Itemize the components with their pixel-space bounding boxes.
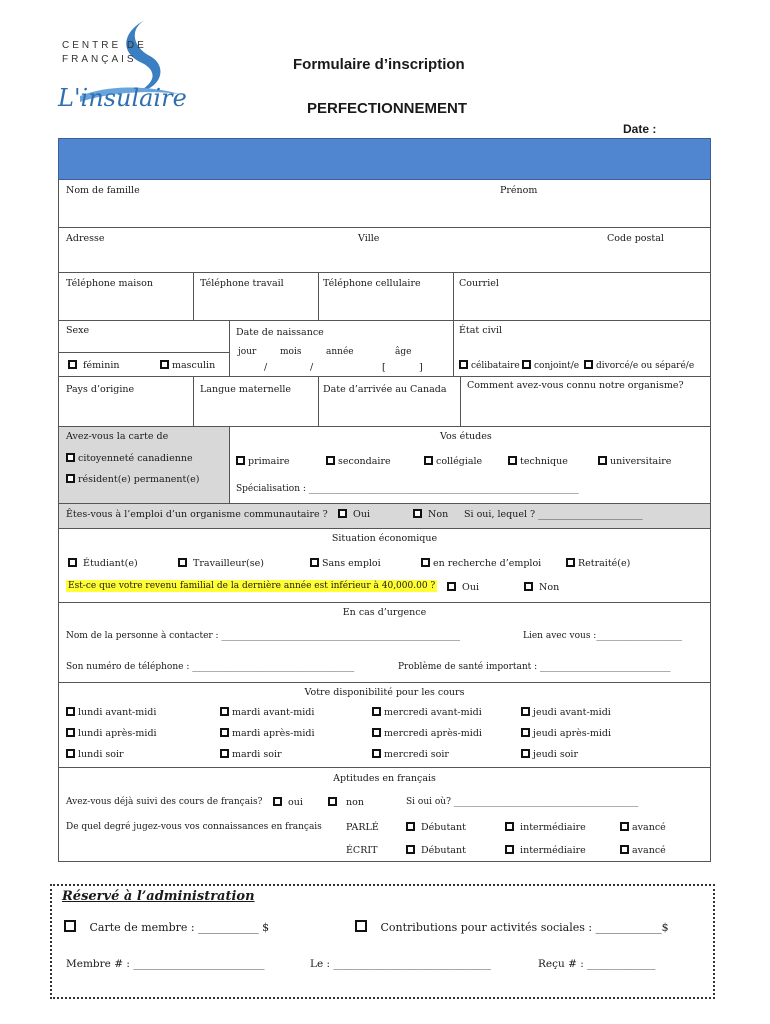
divider bbox=[318, 376, 319, 426]
label-suivi: Avez-vous déjà suivi des cours de français? bbox=[66, 797, 263, 807]
checkbox-icon[interactable] bbox=[338, 509, 347, 518]
disponibilite-label: jeudi après-midi bbox=[533, 728, 611, 739]
label-mois: mois bbox=[280, 347, 302, 357]
option-universitaire[interactable]: universitaire bbox=[598, 456, 671, 467]
divider bbox=[318, 272, 319, 320]
checkbox-icon[interactable] bbox=[273, 797, 282, 806]
label-date-naissance: Date de naissance bbox=[236, 327, 324, 338]
disponibilite-label: jeudi avant-midi bbox=[533, 707, 611, 718]
checkbox-icon[interactable] bbox=[620, 822, 629, 831]
checkbox-icon[interactable] bbox=[236, 456, 245, 465]
disponibilite-label: lundi soir bbox=[78, 749, 124, 760]
label-arrivee: Date d’arrivée au Canada bbox=[323, 384, 447, 395]
option-conjoint[interactable]: conjoint/e bbox=[522, 360, 579, 371]
field-si-oui[interactable]: Si oui où? _________________________________________ bbox=[406, 797, 639, 807]
option-revenu-non[interactable]: Non bbox=[524, 582, 559, 593]
option-disponibilite[interactable] bbox=[66, 728, 157, 739]
label-langue: Langue maternelle bbox=[200, 384, 292, 395]
checkbox-icon[interactable] bbox=[220, 707, 229, 716]
divider bbox=[460, 376, 461, 426]
label-tel-maison: Téléphone maison bbox=[66, 278, 153, 289]
sep1: / bbox=[264, 362, 268, 373]
option-disponibilite[interactable] bbox=[372, 749, 449, 760]
form-subtitle: PERFECTIONNEMENT bbox=[307, 100, 468, 117]
checkbox-icon[interactable] bbox=[310, 558, 319, 567]
label-code-postal: Code postal bbox=[607, 233, 664, 244]
checkbox-icon[interactable] bbox=[459, 360, 468, 369]
divider bbox=[58, 376, 711, 377]
divider bbox=[229, 320, 230, 376]
disponibilite-label: lundi après-midi bbox=[78, 728, 157, 739]
option-ecrit-debutant[interactable]: Débutant bbox=[406, 845, 466, 856]
disponibilite-label: mardi avant-midi bbox=[232, 707, 315, 718]
option-masculin[interactable]: masculin bbox=[160, 360, 215, 371]
label-courriel: Courriel bbox=[459, 278, 499, 289]
label-emploi: Êtes-vous à l’emploi d’un organisme communautaire ? bbox=[66, 509, 328, 520]
label-annee: année bbox=[326, 347, 354, 357]
label-sexe: Sexe bbox=[66, 325, 90, 336]
disponibilite-label: mardi soir bbox=[232, 749, 282, 760]
divider bbox=[58, 767, 711, 768]
disponibilite-label: jeudi soir bbox=[533, 749, 578, 760]
option-collegiale[interactable]: collégiale bbox=[424, 456, 482, 467]
checkbox-icon[interactable] bbox=[521, 749, 530, 758]
checkbox-icon[interactable] bbox=[421, 558, 430, 567]
label-parle: PARLÉ bbox=[346, 822, 379, 833]
option-resident[interactable]: résident(e) permanent(e) bbox=[66, 474, 199, 485]
checkbox-icon[interactable] bbox=[521, 728, 530, 737]
option-citoyennete[interactable]: citoyenneté canadienne bbox=[66, 453, 193, 464]
checkbox-icon[interactable] bbox=[220, 749, 229, 758]
field-contact[interactable]: Nom de la personne à contacter : _____________________________________________________ bbox=[66, 631, 460, 641]
disponibilite-label: mercredi avant-midi bbox=[384, 707, 482, 718]
option-recherche[interactable]: en recherche d’emploi bbox=[421, 558, 541, 569]
disponibilite-label: lundi avant-midi bbox=[78, 707, 157, 718]
checkbox-icon[interactable] bbox=[566, 558, 575, 567]
field-recu[interactable]: Reçu # : _____________ bbox=[538, 958, 656, 970]
checkbox-icon[interactable] bbox=[413, 509, 422, 518]
label-age: âge bbox=[395, 347, 412, 357]
field-lequel[interactable]: Si oui, lequel ? ______________________ bbox=[464, 509, 643, 520]
option-parle-intermediaire[interactable]: intermédiaire bbox=[505, 822, 586, 833]
label-pays: Pays d’origine bbox=[66, 384, 135, 395]
label-nom: Nom de famille bbox=[66, 185, 140, 196]
option-disponibilite[interactable] bbox=[372, 728, 482, 739]
divider bbox=[58, 602, 711, 603]
checkbox-icon[interactable] bbox=[66, 453, 75, 462]
checkbox-icon[interactable] bbox=[160, 360, 169, 369]
divider bbox=[453, 272, 454, 320]
section-disponibilite: Votre disponibilité pour les cours bbox=[304, 687, 465, 698]
checkbox-icon[interactable] bbox=[406, 845, 415, 854]
label-ville: Ville bbox=[358, 233, 380, 244]
divider bbox=[58, 352, 229, 353]
label-connu: Comment avez-vous connu notre organisme? bbox=[467, 380, 684, 391]
divider bbox=[193, 272, 194, 320]
option-disponibilite[interactable] bbox=[220, 749, 282, 760]
checkbox-icon[interactable] bbox=[620, 845, 629, 854]
divider bbox=[58, 272, 711, 273]
option-disponibilite[interactable] bbox=[521, 707, 611, 718]
section-aptitudes: Aptitudes en français bbox=[333, 773, 436, 784]
option-disponibilite[interactable] bbox=[521, 728, 611, 739]
divider bbox=[58, 528, 711, 529]
date-label: Date : bbox=[623, 122, 657, 136]
option-parle-avance[interactable]: avancé bbox=[620, 822, 666, 833]
checkbox-icon[interactable] bbox=[66, 728, 75, 737]
label-degre: De quel degré jugez-vous vos connaissances en français bbox=[66, 822, 322, 832]
option-disponibilite[interactable] bbox=[521, 749, 578, 760]
option-emploi-oui[interactable]: Oui bbox=[338, 509, 370, 520]
checkbox-icon[interactable] bbox=[522, 360, 531, 369]
field-membre[interactable]: Membre # : _________________________ bbox=[66, 958, 265, 970]
section-situation: Situation économique bbox=[331, 533, 438, 544]
field-contributions[interactable]: Contributions pour activités sociales : ____________$ bbox=[355, 920, 669, 934]
option-suivi-oui[interactable]: oui bbox=[273, 797, 303, 808]
option-suivi-non[interactable]: non bbox=[328, 797, 364, 808]
option-emploi-non[interactable]: Non bbox=[413, 509, 448, 520]
option-primaire[interactable]: primaire bbox=[236, 456, 290, 467]
checkbox-icon[interactable] bbox=[220, 728, 229, 737]
checkbox-icon[interactable] bbox=[68, 360, 77, 369]
bracket-close: ] bbox=[419, 362, 423, 373]
checkbox-icon[interactable] bbox=[64, 920, 76, 932]
field-le[interactable]: Le : ______________________________ bbox=[310, 958, 491, 970]
option-parle-debutant[interactable]: Débutant bbox=[406, 822, 466, 833]
logo-line1: CENTRE DE bbox=[62, 40, 147, 51]
checkbox-icon[interactable] bbox=[524, 582, 533, 591]
checkbox-icon[interactable] bbox=[355, 920, 367, 932]
checkbox-icon[interactable] bbox=[372, 707, 381, 716]
checkbox-icon[interactable] bbox=[66, 707, 75, 716]
checkbox-icon[interactable] bbox=[505, 845, 514, 854]
field-specialisation[interactable]: Spécialisation : ____________________________________________________________ bbox=[236, 484, 579, 494]
option-disponibilite[interactable] bbox=[220, 728, 315, 739]
option-revenu-oui[interactable]: Oui bbox=[447, 582, 479, 593]
checkbox-icon[interactable] bbox=[598, 456, 607, 465]
option-ecrit-intermediaire[interactable]: intermédiaire bbox=[505, 845, 586, 856]
checkbox-icon[interactable] bbox=[372, 728, 381, 737]
header-band bbox=[58, 138, 711, 180]
checkbox-icon[interactable] bbox=[372, 749, 381, 758]
divider bbox=[193, 376, 194, 426]
section-urgence: En cas d’urgence bbox=[342, 607, 427, 618]
checkbox-icon[interactable] bbox=[68, 558, 77, 567]
admin-title: Réservé à l’administration bbox=[62, 889, 255, 904]
sep2: / bbox=[310, 362, 314, 373]
option-disponibilite[interactable] bbox=[66, 707, 156, 718]
label-tel-cell: Téléphone cellulaire bbox=[323, 278, 421, 289]
checkbox-icon[interactable] bbox=[328, 797, 337, 806]
label-ecrit: ÉCRIT bbox=[346, 845, 378, 856]
logo bbox=[50, 18, 190, 128]
label-prenom: Prénom bbox=[500, 185, 538, 196]
form-title: Formulaire d’inscription bbox=[293, 56, 465, 73]
option-retraite[interactable]: Retraité(e) bbox=[566, 558, 630, 569]
divider bbox=[453, 320, 454, 376]
divider bbox=[58, 227, 711, 228]
label-etat-civil: État civil bbox=[459, 325, 503, 336]
option-technique[interactable]: technique bbox=[508, 456, 568, 467]
label-tel-travail: Téléphone travail bbox=[200, 278, 284, 289]
divider bbox=[58, 320, 711, 321]
label-carte: Avez-vous la carte de bbox=[66, 431, 169, 442]
option-etudiant[interactable]: Étudiant(e) bbox=[68, 558, 138, 569]
logo-script: L'insulaire bbox=[58, 84, 187, 112]
divider bbox=[58, 682, 711, 683]
checkbox-icon[interactable] bbox=[584, 360, 593, 369]
checkbox-icon[interactable] bbox=[505, 822, 514, 831]
option-divorce[interactable]: divorcé/e ou séparé/e bbox=[584, 360, 694, 371]
checkbox-icon[interactable] bbox=[521, 707, 530, 716]
revenu-question: Est-ce que votre revenu familial de la dernière année est inférieur à 40,000.00 ? bbox=[68, 581, 436, 591]
bracket-open: [ bbox=[382, 362, 386, 373]
option-secondaire[interactable]: secondaire bbox=[326, 456, 391, 467]
option-feminin[interactable]: féminin bbox=[68, 360, 120, 371]
option-sans-emploi[interactable]: Sans emploi bbox=[310, 558, 381, 569]
checkbox-icon[interactable] bbox=[66, 749, 75, 758]
option-disponibilite[interactable] bbox=[220, 707, 314, 718]
checkbox-icon[interactable] bbox=[178, 558, 187, 567]
option-disponibilite[interactable] bbox=[66, 749, 124, 760]
label-jour: jour bbox=[238, 347, 257, 357]
disponibilite-label: mercredi après-midi bbox=[384, 728, 482, 739]
option-celibataire[interactable]: célibataire bbox=[459, 360, 520, 371]
label-etudes: Vos études bbox=[440, 431, 492, 442]
checkbox-icon[interactable] bbox=[447, 582, 456, 591]
option-disponibilite[interactable] bbox=[372, 707, 482, 718]
checkbox-icon[interactable] bbox=[326, 456, 335, 465]
checkbox-icon[interactable] bbox=[406, 822, 415, 831]
disponibilite-label: mardi après-midi bbox=[232, 728, 315, 739]
checkbox-icon[interactable] bbox=[508, 456, 517, 465]
option-ecrit-avance[interactable]: avancé bbox=[620, 845, 666, 856]
disponibilite-label: mercredi soir bbox=[384, 749, 449, 760]
option-travailleur[interactable]: Travailleur(se) bbox=[178, 558, 264, 569]
field-telephone-urgence[interactable]: Son numéro de téléphone : ____________________________________ bbox=[66, 662, 355, 672]
checkbox-icon[interactable] bbox=[424, 456, 433, 465]
divider bbox=[229, 426, 230, 503]
field-lien[interactable]: Lien avec vous :___________________ bbox=[523, 631, 682, 641]
label-adresse: Adresse bbox=[66, 233, 105, 244]
logo-line2: FRANÇAIS bbox=[62, 54, 137, 65]
field-sante[interactable]: Problème de santé important : _____________________________ bbox=[398, 662, 671, 672]
checkbox-icon[interactable] bbox=[66, 474, 75, 483]
field-carte-membre[interactable]: Carte de membre : ___________ $ bbox=[64, 920, 269, 934]
